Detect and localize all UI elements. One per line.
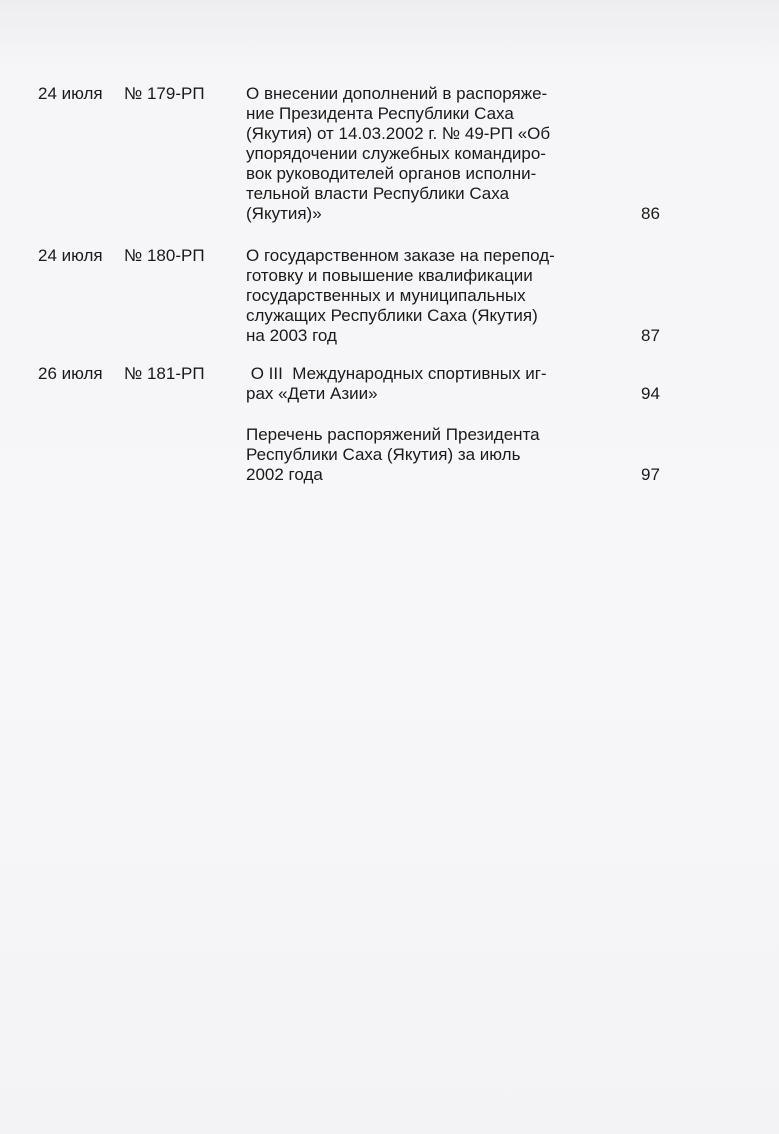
entry-title-line: служащих Республики Саха (Якутия) — [246, 306, 538, 325]
entry-date: 26 июля — [38, 364, 103, 383]
entry-title-line: О внесении дополнений в распоряже- — [246, 84, 548, 103]
entry-date: 24 июля — [38, 84, 103, 103]
entry-title-line: на 2003 год — [246, 326, 337, 345]
entry-title-line: рах «Дети Азии» — [246, 384, 378, 403]
entry-title-line: государственных и муниципальных — [246, 286, 526, 305]
entry-title-line: тельной власти Республики Саха — [246, 184, 510, 203]
entry-title — [246, 425, 626, 485]
entry-title — [246, 364, 626, 404]
entry-title-line: Республики Саха (Якутия) за июль — [246, 445, 521, 464]
entry-number: № 180-РП — [124, 246, 205, 265]
entry-date: 24 июля — [38, 246, 103, 265]
entry-title-line: упорядочении служебных командиро- — [246, 144, 546, 163]
entry-page-number: 86 — [641, 204, 660, 223]
entry-title-line: (Якутия) от 14.03.2002 г. № 49-РП «Об — [246, 124, 551, 143]
entry-number: № 179-РП — [124, 84, 205, 103]
entry-title-line: О государственном заказе на перепод- — [246, 246, 555, 265]
entry-number: № 181-РП — [124, 364, 205, 383]
entry-page-number: 97 — [641, 465, 660, 484]
entry-title-line: О III Международных спортивных иг- — [246, 364, 547, 383]
entry-page-number: 94 — [641, 384, 660, 403]
entry-page-number: 87 — [641, 326, 660, 345]
entry-title-line: вок руководителей органов исполни- — [246, 164, 537, 183]
entry-title-line: Перечень распоряжений Президента — [246, 425, 540, 444]
entry-title-line: (Якутия)» — [246, 204, 322, 223]
entry-title-line: ние Президента Республики Саха — [246, 104, 514, 123]
entry-title — [246, 84, 626, 224]
entry-title-line: 2002 года — [246, 465, 323, 484]
entry-title — [246, 246, 626, 346]
entry-title-line: готовку и повышение квалификации — [246, 266, 533, 285]
